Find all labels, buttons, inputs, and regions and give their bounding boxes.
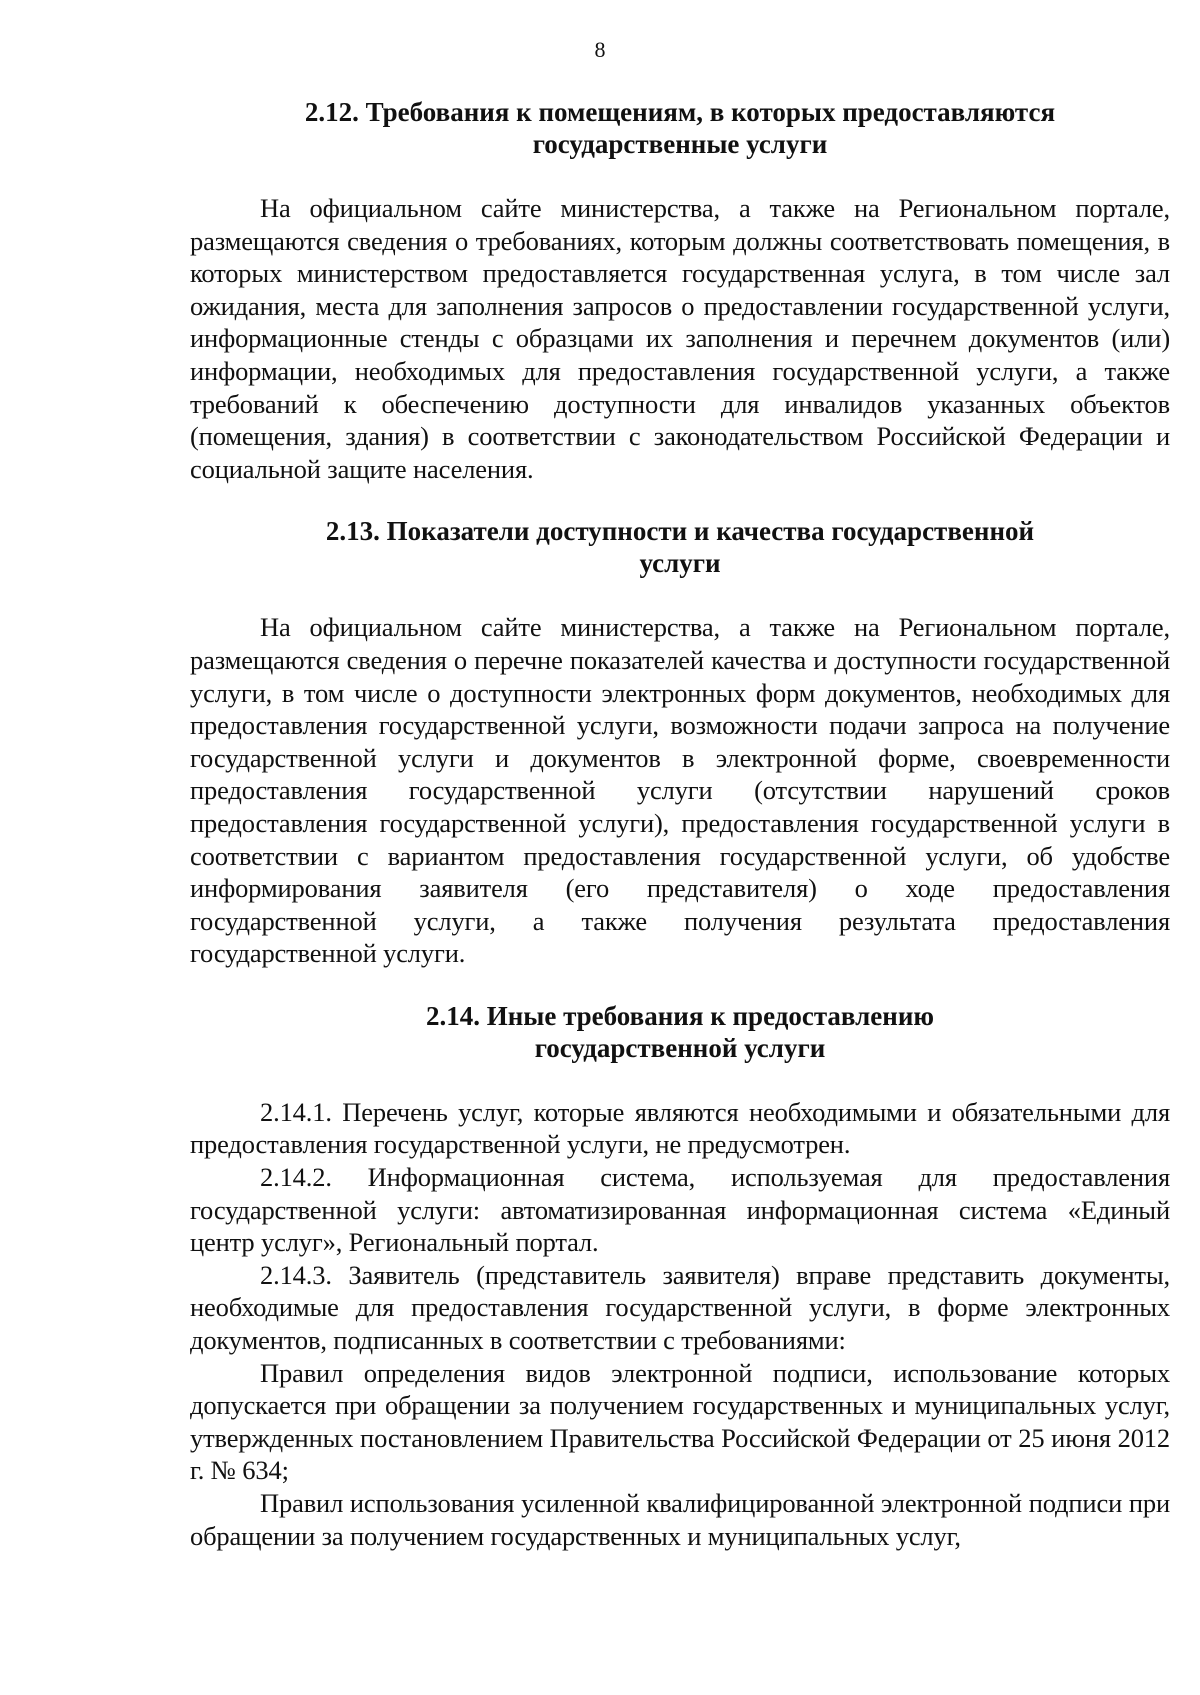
heading-line: 2.12. Требования к помещениям, в которых предоставляются bbox=[304, 97, 1056, 127]
paragraph-rules-signature: Правил использования усиленной квалифицированной электронной подписи при обращении за получением государственных и муниципальных услуг, bbox=[190, 1488, 1170, 1551]
section-2-13 bbox=[190, 515, 1170, 970]
section-heading bbox=[190, 96, 1170, 160]
section-heading bbox=[190, 515, 1170, 579]
section-2-12 bbox=[190, 96, 1170, 485]
section-2-14 bbox=[190, 1000, 1170, 1552]
paragraph: На официальном сайте министерства, а также на Региональном портале, размещаются сведения о перечне показателей качества и доступности государственной услуги, в том числе о доступности электронных форм документов, необходимых для предоставления государственной услуги, возможности подачи запроса на получение государственной услуги и документов в электронной форме, своевременности предоставления государственной услуги (отсутствии нарушений сроков предоставления государственной услуги), предоставления государственной услуги в соответствии с вариантом предоставления государственной услуги, об удобстве информирования заявителя (его представителя) о ходе предоставления государственной услуги, а также получения результата предоставления государственной услуги. bbox=[190, 612, 1170, 969]
heading-line: 2.13. Показатели доступности и качества государственной bbox=[325, 516, 1035, 547]
heading-line: услуги bbox=[639, 548, 721, 579]
page-number: 8 bbox=[594, 37, 606, 62]
paragraph-rules-634: Правил определения видов электронной подписи, использование которых допускается при обращении за получением государственных и муниципальных услуг, утвержденных постановлением Правительства Российской Федерации от 25 июня 2012 г. № 634; bbox=[190, 1357, 1170, 1486]
paragraph: На официальном сайте министерства, а также на Региональном портале, размещаются сведения о требованиях, которым должны соответствовать помещения, в которых министерством предоставляется государственная услуга, в том числе зал ожидания, места для заполнения запросов о предоставлении государственной услуги, информационные стенды с образцами их заполнения и перечнем документов (или) информации, необходимых для предоставления государственной услуги, а также требований к обеспечению доступности для инвалидов указанных объектов (помещения, здания) в соответствии с законодательством Российской Федерации и социальной защите населения. bbox=[190, 193, 1170, 484]
paragraph-2-14-2: 2.14.2. Информационная система, используемая для предоставления государственной услуги: автоматизированная информационная система «Единый центр услуг», Региональный портал. bbox=[190, 1162, 1170, 1258]
heading-line: государственные услуги bbox=[532, 129, 828, 159]
section-heading bbox=[190, 1000, 1170, 1064]
heading-line: государственной услуги bbox=[534, 1032, 826, 1063]
page-content bbox=[190, 96, 1170, 1552]
paragraph-2-14-1: 2.14.1. Перечень услуг, которые являются необходимыми и обязательными для предоставления государственной услуги, не предусмотрен. bbox=[190, 1096, 1170, 1160]
paragraph-2-14-3: 2.14.3. Заявитель (представитель заявителя) вправе представить документы, необходимые для предоставления государственной услуги, в форме электронных документов, подписанных в соответствии с требованиями: bbox=[190, 1259, 1170, 1356]
heading-line: 2.14. Иные требования к предоставлению bbox=[425, 1000, 935, 1031]
